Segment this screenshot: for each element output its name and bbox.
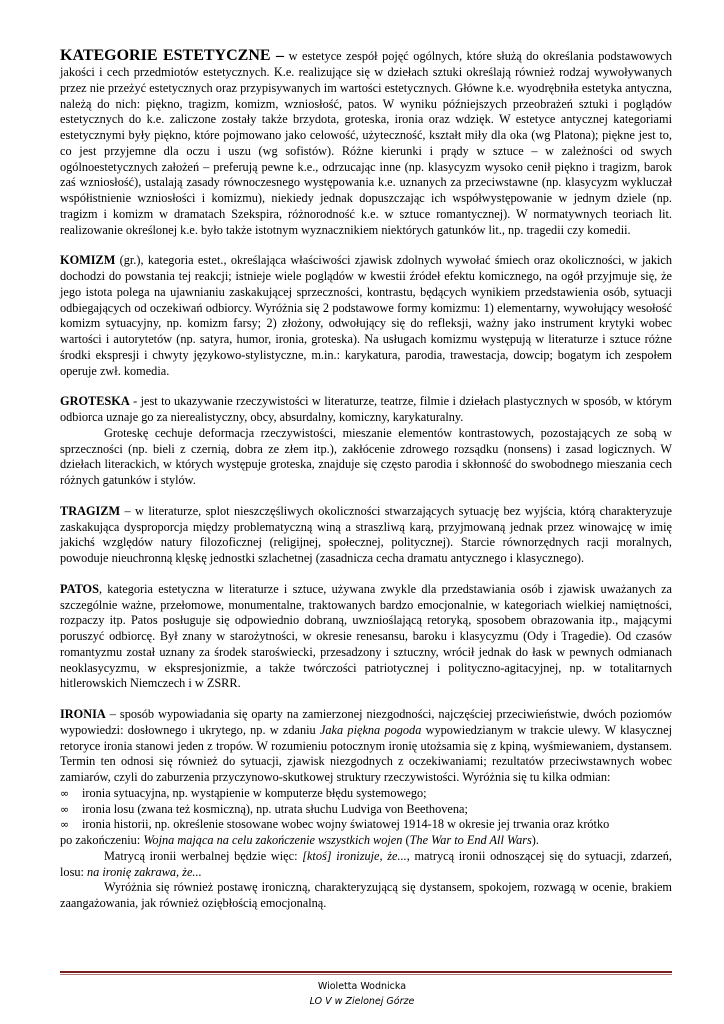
footer-school: LO V w Zielonej Górze (309, 996, 415, 1007)
section-paragraph (60, 707, 672, 786)
section-kategorie-estetyczne (60, 47, 672, 238)
term-heading: GROTESKA (60, 394, 130, 409)
section-text: w estetyce zespół pojęć ogólnych, które służą do określania podstawowych jakości i cech przedmiotów estetycznych. K.e. realizujące się w dziełach sztuki określają również rodzaj wywoływanych przez nie przeżyć estetycznych oraz przypisywanych im wartości estetycznych. Główne k.e. wyodrębniła estetyka antyczna, należą do nich: piękno, tragizm, komizm, wzniosłość, patos. W wyniku późniejszych przeobrażeń sztuki i poglądów estetycznych do k.e. zaliczone zostały także brzydota, groteska, ironia oraz wdzięk. W estetyce antycznej kategoriami estetycznymi były piękno, które pojmowano jako celowość, użyteczność, kształt miły dla oka (wg Platona); piękne jest to, co jest przyjemne dla oczu i uszu (wg sofistów). Różne kierunki i prądy w sztuce – w zależności od swych ogólnoestetycznych założeń – preferują pewne k.e., odrzucając inne (np. klasycyzm wysoko cenił piękno i tragizm, barok zaś wzniosłość), ustalają zasady równoczesnego występowania k.e. uznanych za przeciwstawne (np. klasycyzm wykluczał współistnienie wzniosłości i komizmu), niekiedy jednak dopuszczając ich współwystępowanie w jednym dziele (np. tragizm i komizm w dramatach Szekspira, różnorodność k.e. w sztuce romantycznej). W normatywnych teoriach lit. realizowanie określonej k.e. było także istotnym wyznacznikiem niektórych gatunków lit., np. tragedii czy komedii. (60, 49, 672, 237)
section-text: , kategoria estetyczna w literaturze i sztuce, używana zwykle dla przedstawiania osób i zjawisk uważanych za szczególnie ważne, przełomowe, monumentalne, traktowanych bardzo emocjonalnie, w kategoriach wielkiej namiętności, rozpaczy itp. Patos posługuje się odpowiednio dobraną, uwznioślającą retoryką, sposobem obrazowania itp., mającymi poruszyć odbiorcę. Był znany w starożytności, w okresie renesansu, baroku i klasycyzmu (Ody i Tragedie). Od czasów romantyzmu został uznany za środek staroświecki, przesadzony i sztuczny, wrócił jednak do łask w pewnych odmianach neoklasycyzmu, w ekspresjonizmie, a także twórczości patriotycznej i polityczno-agitacyjnej, np. w totalitarnych hitlerowskich Niemczech i w ZSRR. (60, 581, 672, 691)
section-text: – w literaturze, splot nieszczęśliwych okoliczności stwarzających sytuację bez wyjścia, którą charakteryzuje zaskakująca dysproporcja między problematyczną winą a straszliwą karą, przyjmowaną jednak przez winowajcę w imię jakichś względów natury filozoficznej (religijnej, społecznej, politycznej). Starcie równorzędnych racji moralnych, powoduje nieuchronną klęskę jednostki szlachetnej (zasadnicza cecha dramatu antycznego i klasycznego). (60, 503, 672, 565)
section-text: – sposób wypowiadania się oparty na zamierzonej niezgodności, najczęściej przeciwieństwie, dwóch poziomów wypowiedzi: dosłownego i ukrytego, np. w zdaniu (60, 707, 672, 737)
term-heading: PATOS (60, 581, 99, 596)
quoted-phrase: The War to End All Wars (409, 833, 532, 847)
section-text: , matrycą ironii odnoszącej się do sytuacji, zdarzeń, losu: (60, 848, 672, 879)
section-groteska (60, 394, 672, 489)
section-text: Matrycą ironii werbalnej będzie więc: (104, 848, 303, 863)
document-body (60, 47, 672, 912)
list-item (60, 786, 672, 802)
term-heading: KATEGORIE ESTETYCZNE – (60, 47, 285, 64)
section-komizm (60, 253, 672, 379)
infinity-bullet-icon: ∞ (60, 818, 70, 832)
continuation-text: ). (531, 833, 539, 847)
example-phrase: Jaka piękna pogoda (319, 722, 422, 737)
section-text: wypowiedzianym w trakcie ulewy. W klasycznej retoryce ironia stanowi jeden z tropów. W rozumieniu potocznym ironię utożsamia się z kpiną, wyśmiewaniem, dystansem. Termin ten odnosi się również do sytuacji, zjawisk niezgodnych z oczekiwaniami; rezultatów przeciwstawnych wobec zamiarów, czyli do zaburzenia przyczynowo-skutkowej struktury rzeczywistości. Wyróżnia się tu kilka odmian: (60, 722, 672, 784)
continuation-text: po zakończeniu: (60, 833, 144, 847)
ironia-types-list (60, 786, 672, 833)
footer-divider-thin (60, 974, 672, 975)
footer-author: Wioletta Wodnicka (317, 981, 407, 992)
list-item (60, 817, 672, 833)
list-continuation (60, 833, 672, 849)
term-heading: IRONIA (60, 707, 106, 721)
section-patos (60, 582, 672, 692)
matrix-phrase: [ktoś] ironizuje, że... (302, 848, 407, 863)
matrix-phrase: na ironię zakrawa, że... (87, 864, 202, 879)
continuation-text: ( (402, 833, 410, 847)
section-paragraph: Groteskę cechuje deformacja rzeczywistości, mieszanie elementów kontrastowych, pozostających ze sobą w sprzeczności (np. bieli z czernią, dobra ze złem itp.), zakłócenie zdrowego rozsądku (nonsens) i zasad logicznych. W dziełach literackich, w których występuje groteska, znajduje się często parodia i skłonność do swobodnego mieszania cech różnych gatunków i stylów. (60, 425, 672, 487)
list-item (60, 802, 672, 818)
section-text: - jest to ukazywanie rzeczywistości w literaturze, teatrze, filmie i dziełach plastycznych w sposób, w którym odbiorca uznaje go za nierealistyczny, obcy, absurdalny, komiczny, karykaturalny. (60, 394, 672, 424)
section-ironia (60, 707, 672, 912)
section-paragraph: Wyróżnia się również postawę ironiczną, charakteryzującą się dystansem, spokojem, rozwagą w ocenie, brakiem zaangażowania, jak również oziębłością emocjonalną. (60, 880, 672, 910)
term-heading: KOMIZM (60, 253, 116, 268)
section-paragraph (60, 394, 672, 426)
quoted-phrase: Wojna mająca na celu zakończenie wszystkich wojen (143, 833, 403, 847)
list-item-text: ironia sytuacyjna, np. wystąpienie w komputerze błędu systemowego; (82, 785, 427, 800)
list-item-text: ironia losu (zwana też kosmiczną), np. utrata słuchu Ludviga von Beethovena; (82, 801, 468, 816)
footer-divider (60, 971, 672, 973)
infinity-bullet-icon: ∞ (60, 786, 70, 800)
infinity-bullet-icon: ∞ (60, 802, 70, 816)
section-text: (gr.), kategoria estet., określająca właściwości zjawisk zdolnych wywołać śmiech oraz okoliczności, w jakich dochodzi do powstania tej reakcji; istnieje wiele poglądów w kwestii źródeł efektu komicznego, na ogół przyjmuje się, że jego istota polega na ujawnianiu zaskakującej sprzeczności, kontrastu, będących wynikiem przedstawienia osób, sytuacji odbiegających od oczekiwań odbiorcy. Wyróżnia się 2 podstawowe formy komizmu: 1) elementarny, wywołujący wesołość komizm sytuacyjny, np. komizm farsy; 2) złożony, odwołujący się do refleksji, ważny jako instrument krytyki wobec wartości i autorytetów (np. satyra, humor, ironia, groteska). Na usługach komizmu występują w literaturze i sztuce różne środki ekspresji i chwyty językowo-stylistyczne, m.in.: karykatura, parodia, trawestacja, dowcip; bogatym ich zespołem operuje zwł. komedia. (60, 253, 672, 378)
section-paragraph (60, 849, 672, 881)
list-item-text: ironia historii, np. określenie stosowane wobec wojny światowej 1914-18 w okresie jej trwania oraz krótko (82, 817, 610, 832)
section-tragizm (60, 504, 672, 567)
term-heading: TRAGIZM (60, 503, 121, 518)
